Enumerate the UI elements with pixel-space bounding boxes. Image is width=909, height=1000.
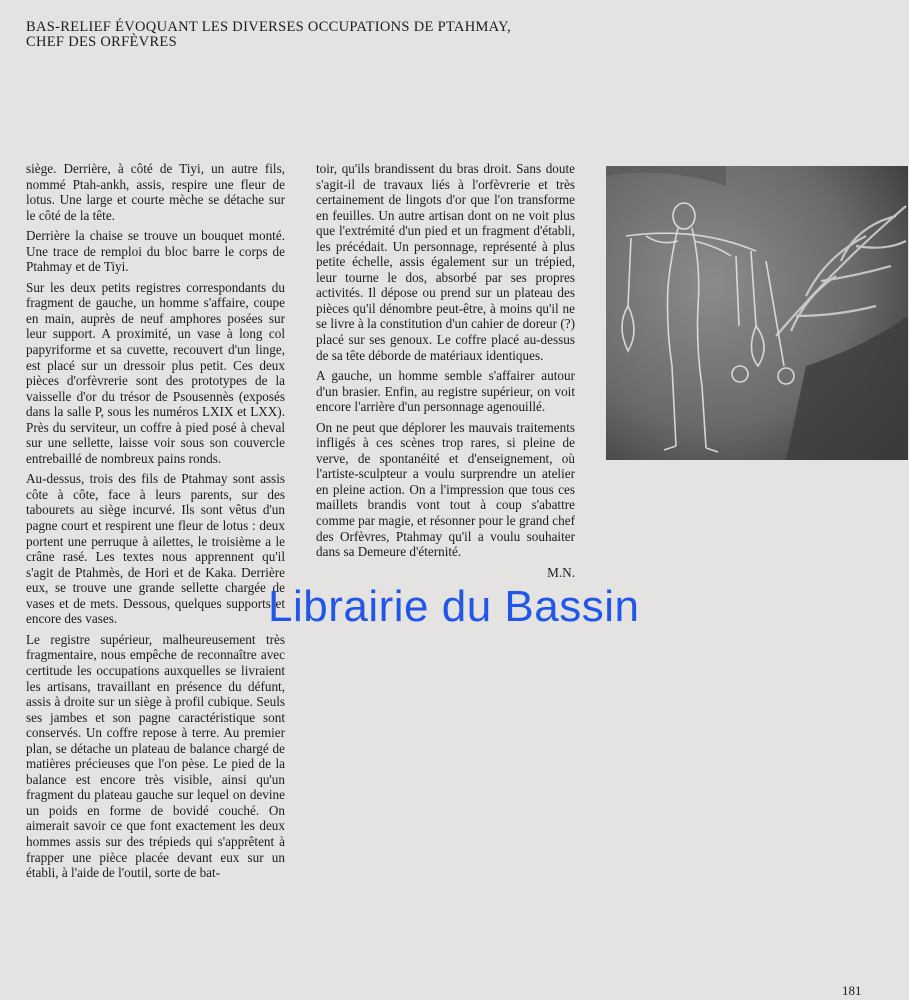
figure-caption [26, 20, 586, 50]
text-column-2 [316, 161, 575, 580]
paragraph: Au-dessus, trois des fils de Ptahmay sont assis côte à côte, face à leurs parents, sur des tabourets au siège incurvé. Ils sont vêtus d'un pagne court et respirent une fleur de lotus : deux portent une perruque à ailettes, le troisième a le crâne rasé. Les textes nous apprennent qu'il s'agit de Ptahmès, de Hori et de Kaka. Derrière eux, se trouve une grande sellette chargée de vases et de mets. Dessous, quelques supports et encore des vases. [26, 471, 285, 627]
paragraph: siège. Derrière, à côté de Tiyi, un autre fils, nommé Ptah-ankh, assis, respire une fleur de lotus. Une large et courte mèche se détache sur le côté de la tête. [26, 161, 285, 223]
watermark: Librairie du Bassin [268, 582, 640, 631]
bas-relief-illustration [606, 166, 908, 460]
paragraph: toir, qu'ils brandissent du bras droit. Sans doute s'agit-il de travaux liés à l'orfèvrerie et très certainement de lingots d'or que l'on transforme en feuilles. Un autre artisan dont on ne voit plus que l'extrémité d'un pied et un fragment d'établi, les précédait. Un personnage, représenté à plus petite échelle, assis également sur un trépied, leur tourne le dos, absorbé par ses propres activités. Il dépose ou prend sur un plateau des pièces qu'il dénombre peut-être, à moins qu'il ne se livre à la constitution d'un cahier de doreur (?) placé sur ses genoux. Le coffre placé au-dessus de sa tête déborde de matériaux identiques. [316, 161, 575, 363]
caption-line-2: CHEF DES ORFÈVRES [26, 34, 177, 50]
text-column-1 [26, 161, 285, 886]
caption-line-1: BAS-RELIEF ÉVOQUANT LES DIVERSES OCCUPATIONS DE PTAHMAY, [26, 19, 511, 35]
paragraph: Sur les deux petits registres correspondants du fragment de gauche, un homme s'affaire, coupe en main, auprès de neuf amphores posées sur leur support. A proximité, un vase à long col papyriforme et sa cuvette, recouvert d'un linge, est placé sur un dressoir plus petit. Ces deux pièces d'orfèvrerie sont des prototypes de la vaisselle d'or du trésor de Psousennès (exposés dans la salle P, sous les numéros LXIX et LXX). Près du serviteur, un coffre à pied posé à cheval sur une sellette, laisse voir sous son couvercle entrebaillé de nombreux pains ronds. [26, 279, 285, 466]
author-signature: M.N. [547, 564, 575, 580]
page-number: 181 [842, 983, 862, 998]
paragraph: Le registre supérieur, malheureusement très fragmentaire, nous empêche de reconnaître avec certitude les occupations auxquelles se livraient les artisans, travaillant en présence du défunt, assis à droite sur un siège à profil cubique. Seuls ses jambes et son pagne caractéristique sont conservés. Un coffre repose à terre. Au premier plan, se détache un plateau de balance chargé de matières précieuses que l'on pèse. Le pied de la balance est encore très visible, ainsi qu'un fragment du plateau gauche sur lequel on devine un poids en forme de bovidé couché. On aimerait savoir ce que font exactement les deux hommes assis sur des trépieds qui s'apprêtent à frapper une pièce placée devant eux sur un établi, à l'aide de l'outil, sorte de bat- [26, 631, 285, 881]
paragraph: A gauche, un homme semble s'affairer autour d'un brasier. Enfin, au registre supérieur, on voit encore l'arrière d'un personnage agenouillé. [316, 368, 575, 415]
paragraph: Derrière la chaise se trouve un bouquet monté. Une trace de remploi du bloc barre le corps de Ptahmay et de Tiyi. [26, 228, 285, 275]
photo-column [606, 166, 908, 460]
bas-relief-photo [606, 166, 908, 460]
paragraph: On ne peut que déplorer les mauvais traitements infligés à ces scènes trop rares, si pleine de verve, de spontanéité et d'enseignement, où l'artiste-sculpteur a voulu surprendre un atelier en pleine action. On a l'impression que tous ces maillets brandis vont tout à coup s'abattre comme par magie, et résonner pour le grand chef des Orfèvres, Ptahmay qu'il a voulu souhaiter dans sa Demeure d'éternité. [316, 419, 575, 560]
